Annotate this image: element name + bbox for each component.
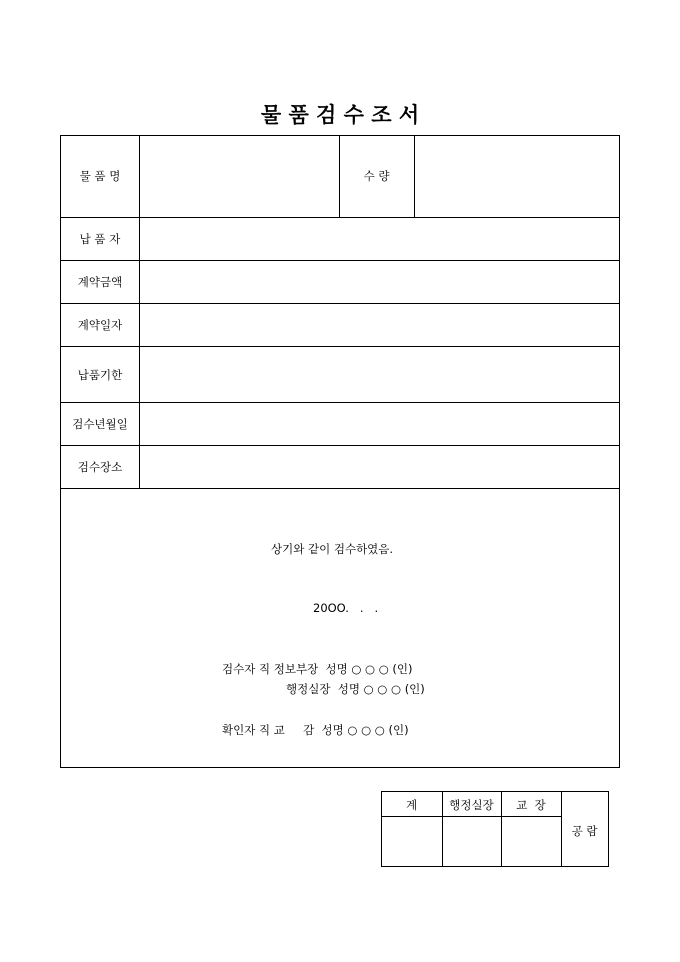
- approval-sign-cell-3[interactable]: [502, 817, 561, 866]
- supplier-field[interactable]: [140, 218, 619, 260]
- inspector-signature-line-1: 검수자 직 정보부장 성명 ○ ○ ○ (인): [222, 662, 413, 676]
- inspection-date-label: 검수년월일: [72, 417, 128, 431]
- inspection-place-label: 검수장소: [77, 460, 123, 474]
- inspector-signature-line-2: 행정실장 성명 ○ ○ ○ (인): [286, 682, 425, 696]
- contract-amount-field[interactable]: [140, 261, 619, 303]
- delivery-deadline-field[interactable]: [140, 347, 619, 402]
- supplier-label: 납 품 자: [79, 232, 121, 246]
- item-name-field[interactable]: [140, 136, 339, 217]
- statement-date: 20OO. . .: [313, 601, 379, 615]
- approval-col-3: 교 장: [516, 798, 546, 812]
- contract-amount-label: 계약금액: [77, 275, 123, 289]
- approval-col-1: 계: [405, 798, 418, 812]
- approval-col-2: 행정실장: [449, 798, 494, 812]
- confirmer-signature-line: 확인자 직 교 감 성명 ○ ○ ○ (인): [222, 723, 409, 737]
- inspection-place-field[interactable]: [140, 446, 619, 488]
- approval-sign-cell-2[interactable]: [443, 817, 501, 866]
- quantity-label: 수 량: [363, 169, 390, 183]
- statement-text: 상기와 같이 검수하였음.: [271, 542, 394, 556]
- quantity-field[interactable]: [415, 136, 619, 217]
- approval-sign-cell-1[interactable]: [382, 817, 442, 866]
- page-title: 물 품 검 수 조 서: [260, 102, 420, 127]
- delivery-deadline-label: 납품기한: [77, 368, 123, 382]
- inspection-date-field[interactable]: [140, 403, 619, 445]
- contract-date-label: 계약일자: [77, 318, 123, 332]
- contract-date-field[interactable]: [140, 304, 619, 346]
- approval-col-4: 공 람: [571, 824, 598, 838]
- item-name-label: 물 품 명: [79, 169, 121, 183]
